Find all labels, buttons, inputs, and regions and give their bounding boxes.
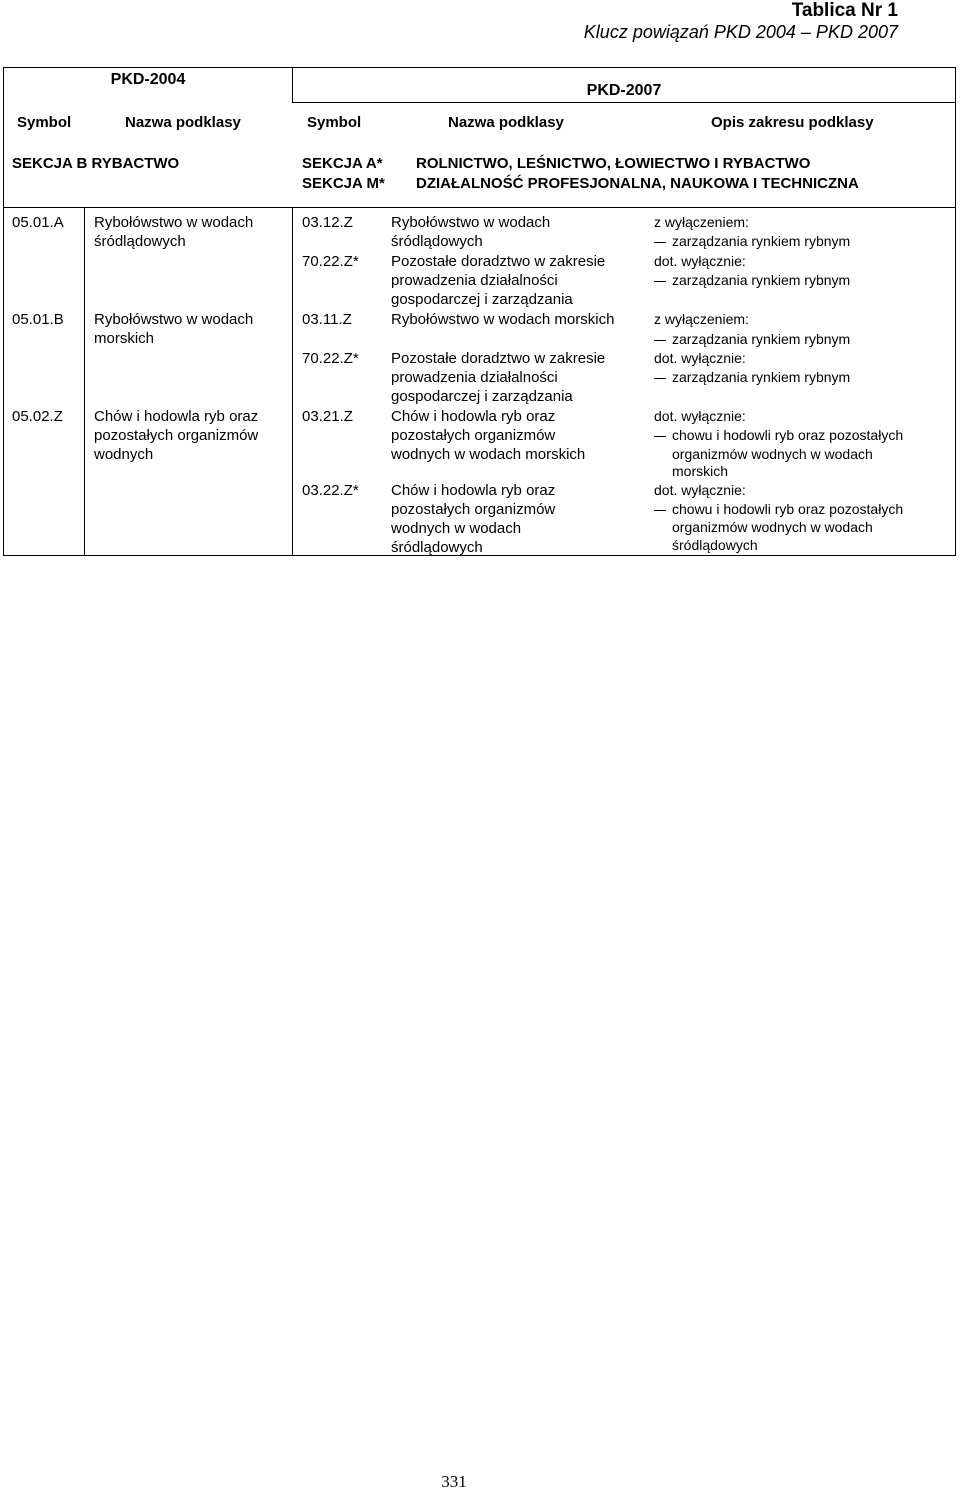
page-header-subtitle: Klucz powiązań PKD 2004 – PKD 2007	[583, 22, 898, 42]
desc-item: zarządzania rynkiem rybnym	[654, 368, 850, 387]
row-name-line: prowadzenia działalności	[391, 369, 558, 386]
page-header-title: Tablica Nr 1	[791, 0, 898, 21]
dash-icon	[654, 378, 666, 379]
row-name-line: Chów i hodowla ryb oraz	[94, 408, 259, 425]
section-name-m: DZIAŁALNOŚĆ PROFESJONALNA, NAUKOWA I TECHNICZNA	[416, 175, 859, 192]
dash-icon	[654, 510, 666, 511]
desc-head: dot. wyłącznie:	[654, 408, 746, 424]
row-symbol: 70.22.Z*	[302, 350, 359, 367]
section-name-a: ROLNICTWO, LEŚNICTWO, ŁOWIECTWO I RYBACTWO	[416, 155, 811, 172]
row-name-line: Pozostałe doradztwo w zakresie	[391, 253, 606, 270]
row-name-line: pozostałych organizmów	[391, 501, 556, 518]
desc-item: zarządzania rynkiem rybnym	[654, 271, 850, 290]
row-symbol: 03.22.Z*	[302, 482, 359, 499]
page-number: 331	[441, 1472, 467, 1491]
row-symbol: 03.12.Z	[302, 214, 353, 231]
row-name-line: gospodarczej i zarządzania	[391, 388, 573, 405]
row-name-line: wodnych w wodach morskich	[391, 446, 586, 463]
desc-head: dot. wyłącznie:	[654, 350, 746, 366]
group-pkd2007: PKD-2007	[586, 82, 662, 99]
desc-head: z wyłączeniem:	[654, 214, 749, 230]
row-name-line: Chów i hodowla ryb oraz	[391, 408, 556, 425]
desc-item-cont: morskich	[672, 463, 729, 479]
desc-item: zarządzania rynkiem rybnym	[654, 330, 850, 349]
group-divider-line	[292, 102, 956, 103]
section-left: SEKCJA B RYBACTWO	[12, 155, 180, 172]
col-line-1	[84, 207, 85, 556]
row-symbol: 05.01.B	[12, 311, 64, 328]
row-name-line: Rybołówstwo w wodach	[391, 214, 551, 231]
col-header-name-2004: Nazwa podklasy	[125, 114, 241, 131]
row-name-line: Rybołówstwo w wodach morskich	[391, 311, 615, 328]
row-name-line: morskich	[94, 330, 155, 347]
desc-item-cont: organizmów wodnych w wodach	[672, 519, 873, 535]
row-name-line: pozostałych organizmów	[391, 427, 556, 444]
section-symbol-m: SEKCJA M*	[302, 175, 385, 192]
desc-item: zarządzania rynkiem rybnym	[654, 232, 850, 251]
header-bottom-line	[4, 207, 956, 208]
row-name-line: wodnych	[94, 446, 154, 463]
col-line-2	[292, 207, 293, 556]
row-name-line: Pozostałe doradztwo w zakresie	[391, 350, 606, 367]
col-header-symbol-2004: Symbol	[17, 114, 72, 131]
row-name-line: śródlądowych	[391, 539, 483, 556]
col-header-desc: Opis zakresu podklasy	[711, 114, 874, 131]
desc-head: z wyłączeniem:	[654, 311, 749, 327]
desc-item-cont: organizmów wodnych w wodach	[672, 446, 873, 462]
dash-icon	[654, 242, 666, 243]
row-name-line: pozostałych organizmów	[94, 427, 259, 444]
row-symbol: 05.01.A	[12, 214, 64, 231]
row-name-line: Chów i hodowla ryb oraz	[391, 482, 556, 499]
row-name-line: Rybołówstwo w wodach	[94, 214, 254, 231]
dash-icon	[654, 436, 666, 437]
row-name-line: Rybołówstwo w wodach	[94, 311, 254, 328]
section-symbol-a: SEKCJA A*	[302, 155, 383, 172]
dash-icon	[654, 281, 666, 282]
row-name-line: śródlądowych	[94, 233, 186, 250]
row-name-line: gospodarczej i zarządzania	[391, 291, 573, 308]
desc-item: chowu i hodowli ryb oraz pozostałych	[654, 500, 903, 519]
row-name-line: prowadzenia działalności	[391, 272, 558, 289]
desc-head: dot. wyłącznie:	[654, 253, 746, 269]
row-name-line: śródlądowych	[391, 233, 483, 250]
dash-icon	[654, 340, 666, 341]
col-header-symbol-2007: Symbol	[307, 114, 362, 131]
col-header-name-2007: Nazwa podklasy	[448, 114, 564, 131]
row-symbol: 05.02.Z	[12, 408, 63, 425]
row-name-line: wodnych w wodach	[391, 520, 522, 537]
desc-item-cont: śródlądowych	[672, 537, 758, 553]
group-pkd2004: PKD-2004	[110, 71, 186, 88]
desc-item: chowu i hodowli ryb oraz pozostałych	[654, 426, 903, 445]
row-symbol: 70.22.Z*	[302, 253, 359, 270]
mapping-table	[3, 67, 956, 556]
row-symbol: 03.21.Z	[302, 408, 353, 425]
row-symbol: 03.11.Z	[302, 311, 352, 328]
desc-head: dot. wyłącznie:	[654, 482, 746, 498]
